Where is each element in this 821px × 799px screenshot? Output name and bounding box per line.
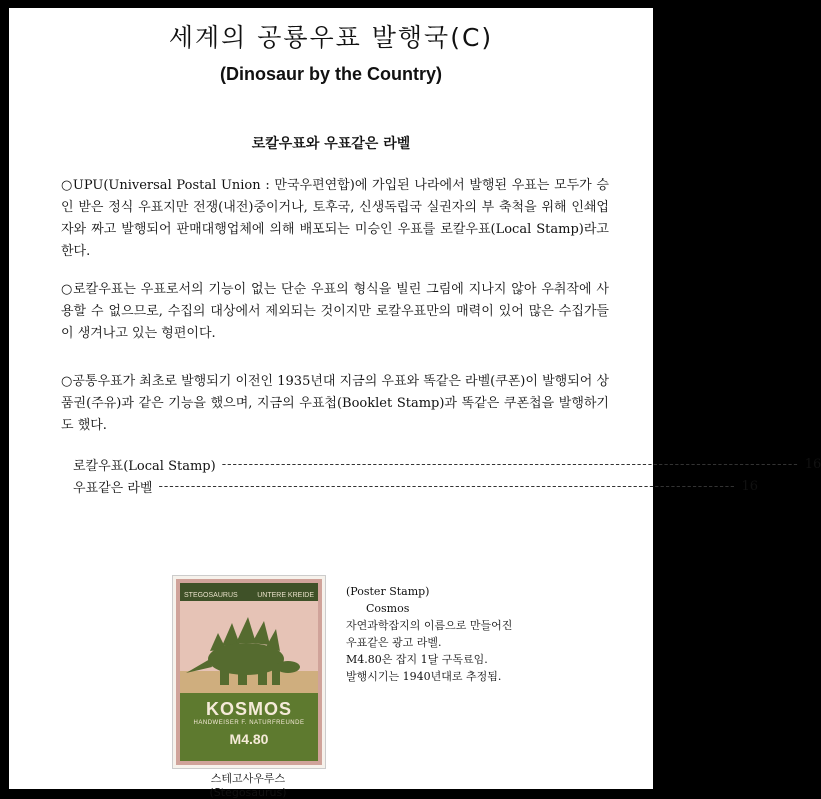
page [9,8,821,799]
page-subtitle: (Dinosaur by the Country) [219,64,442,84]
stamp-brand: KOSMOS [205,699,292,719]
note-line: M4.80은 잡지 1달 구독료임. [346,653,488,666]
note-line: 우표같은 광고 라벨. [346,636,442,649]
stegosaurus-icon [180,601,318,693]
toc-item-label[interactable] [73,477,759,496]
stegosaurus-poster-stamp [173,576,325,768]
stamp-artwork [180,601,318,693]
paragraph-local-stamp: ○로칼우표는 우표로서의 기능이 없는 단순 우표의 형식을 빌린 그림에 지나지 않아 우취작에 사용할 수 없으므로, 수집의 대상에서 제외되는 것이지만 로칼우표만의 매력이 있어 많은 수집가들이 생겨나고 있는 형편이다. [61,282,609,341]
section-title: 로칼우표와 우표같은 라벨 [251,136,411,152]
paragraph-upu: ○UPU(Universal Postal Union : 만국우편연합)에 가입된 나라에서 발행된 우표는 모두가 승인 받은 정식 우표지만 전쟁(내전)중이거나, 토후국, 신생독립국 실권자의 부 축척을 위해 인쇄업자와 짜고 발행되어 판매대행업체에 의해 배포되는 미승인 우표를 로칼우표(Local Stamp)라고한다. [61,178,609,259]
stamp-header [180,583,318,601]
paragraph-label: ○공통우표가 최초로 발행되기 이전인 1935년대 지금의 우표와 똑같은 라벨(쿠폰)이 발행되어 상품권(주유)과 같은 기능을 했으며, 지금의 우표첩(Booklet Stamp)과 똑같은 쿠폰첩을 발행하기도 했다. [61,374,609,433]
stamp-note [346,583,512,685]
stamp-price: M4.80 [229,731,269,747]
note-line: (Poster Stamp) [346,585,430,598]
toc-label: 로칼우표(Local Stamp) [73,459,216,474]
toc-page-number: 16 [804,457,821,472]
toc-page-number: 16 [741,479,759,494]
stamp-species-label: STEGOSAURUS [184,592,238,599]
stamp-band [180,693,318,761]
note-line: 자연과학잡지의 이름으로 만들어진 [346,619,513,632]
page-title: 세계의 공룡우표 발행국(C) [168,23,494,52]
stamp-caption: 스테고사우루스(Stegosaurus) [209,772,287,799]
stamp-period-label: UNTERE KREIDE [257,592,314,599]
toc-leader: ----------------------------------------------------------------------------------------------------------- [158,479,736,494]
toc-item-local-stamp[interactable] [73,455,821,474]
toc-label: 우표같은 라벨 [73,481,153,496]
note-line: 발행시기는 1940년대로 추정됨. [346,670,502,683]
note-line: Cosmos [366,602,410,615]
stamp-tagline: HANDWEISER F. NATURFREUNDE [193,720,305,726]
toc-leader: ----------------------------------------------------------------------------------------------------------- [221,457,799,472]
